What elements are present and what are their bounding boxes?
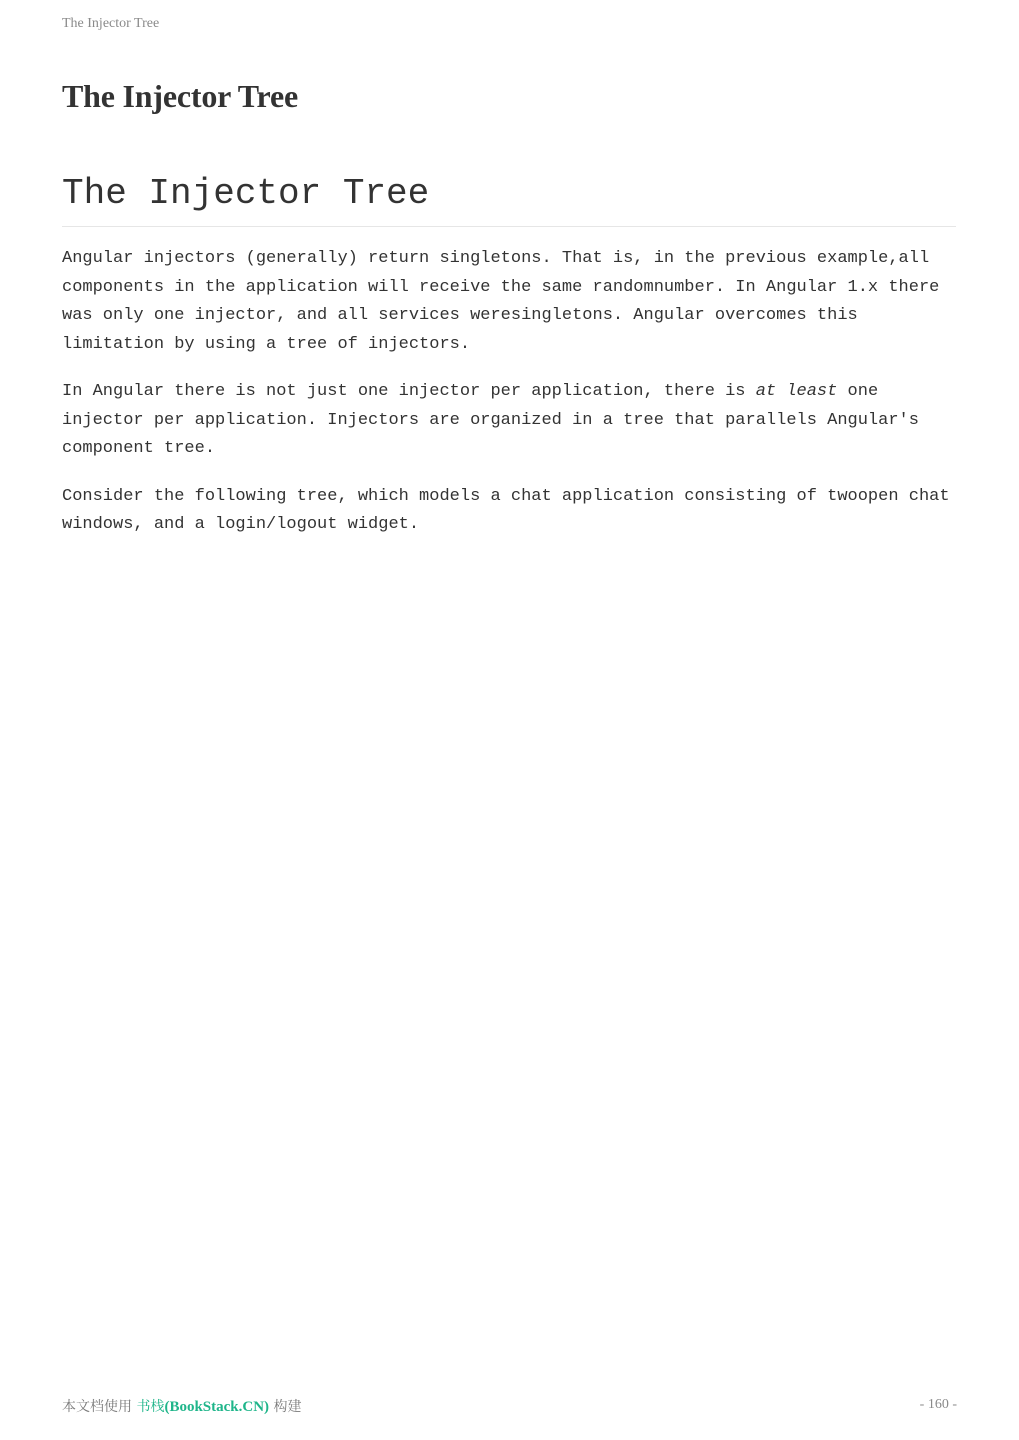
footer-prefix: 本文档使用	[62, 1399, 137, 1415]
paragraph-2-start: In Angular there is not just one injector per application, there is	[62, 382, 756, 401]
paragraph-1: Angular injectors (generally) return singletons. That is, in the previous example,all components in the application will receive the same randomnumber. In Angular 1.x there was only one injector, and all services weresingletons. Angular overcomes this limitation by using a tree of injectors.	[62, 249, 940, 354]
brand-latin: (BookStack.CN)	[164, 1399, 270, 1415]
bookstack-link[interactable]	[136, 1399, 269, 1415]
paragraph-3: Consider the following tree, which models a chat application consisting of twoopen chat windows, and a login/logout widget.	[62, 486, 950, 534]
page-number: - 160 -	[919, 1397, 957, 1412]
section-title: The Injector Tree	[62, 170, 956, 227]
chapter-title: The Injector Tree	[62, 78, 298, 114]
section	[62, 170, 956, 540]
footer-suffix: 构建	[269, 1399, 302, 1415]
paragraph-2	[62, 378, 956, 464]
paragraph-2-end: one injector per application. Injectors are organized in a tree that parallels Angular's component tree.	[62, 382, 919, 458]
brand-cjk: 书栈	[136, 1399, 165, 1415]
footer-credit	[62, 1396, 302, 1416]
running-header: The Injector Tree	[62, 16, 160, 31]
paragraph-2-emphasis: at least	[755, 382, 838, 401]
